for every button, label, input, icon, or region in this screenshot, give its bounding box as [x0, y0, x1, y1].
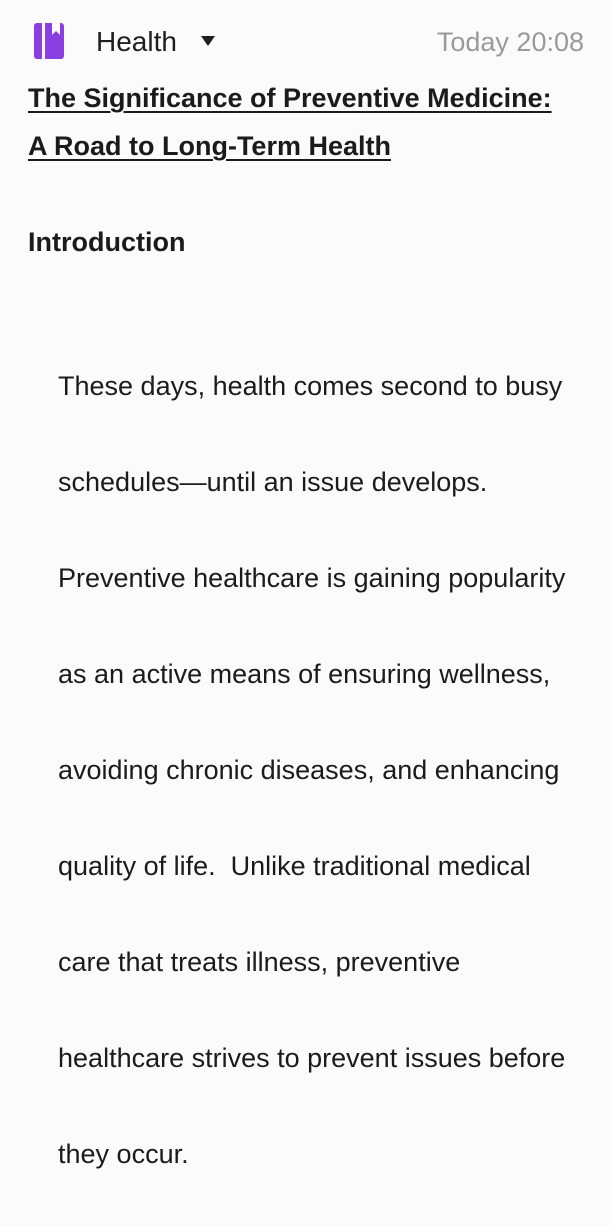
section-heading: Introduction — [28, 227, 186, 257]
paragraph-line: as an active means of ensuring wellness, — [58, 659, 551, 689]
triangle-down-icon[interactable] — [200, 35, 216, 47]
note-title-line-2: A Road to Long-Term Health — [28, 131, 391, 161]
notebook-icon[interactable] — [34, 23, 64, 59]
paragraph-line: avoiding chronic diseases, and enhancing — [58, 755, 560, 785]
note-header — [0, 0, 612, 84]
paragraph-line: care that treats illness, preventive — [58, 947, 461, 977]
note-timestamp: Today 20:08 — [436, 27, 584, 57]
note-body[interactable] — [28, 74, 588, 1226]
note-title — [28, 74, 588, 170]
paragraph-line: These days, health comes second to busy — [58, 371, 563, 401]
paragraph-line: schedules—until an issue develops. — [58, 467, 488, 497]
paragraph-line: quality of life. Unlike traditional medical — [58, 851, 531, 881]
paragraph-line: healthcare strives to prevent issues before — [58, 1043, 566, 1073]
note-title-line-1: The Significance of Preventive Medicine: — [28, 83, 552, 113]
note-paragraph — [28, 314, 588, 1226]
paragraph-line: they occur. — [58, 1139, 189, 1169]
paragraph-line: Preventive healthcare is gaining popularity — [58, 563, 566, 593]
blank-line — [28, 170, 588, 218]
notebook-name[interactable]: Health — [96, 26, 177, 57]
blank-line — [28, 266, 588, 314]
